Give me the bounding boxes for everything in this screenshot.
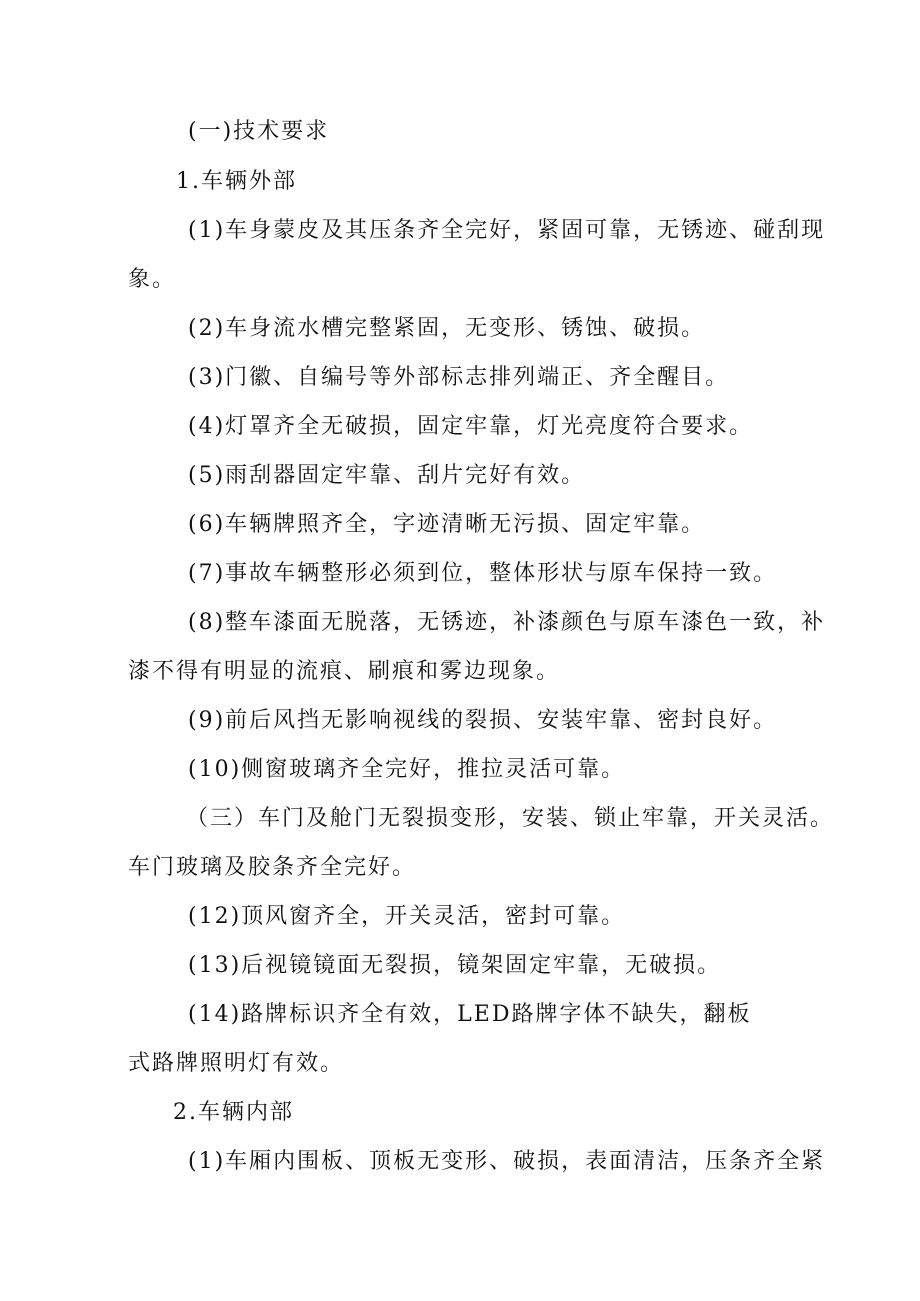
paragraph-line: (3)门徽、自编号等外部标志排列端正、齐全醒目。	[188, 365, 730, 390]
paragraph-line: (12)顶风窗齐全，开关灵活，密封可靠。	[188, 904, 626, 929]
paragraph-line: (1)车身蒙皮及其压条齐全完好，紧固可靠，无锈迹、碰刮现	[188, 218, 826, 243]
paragraph-line: (4)灯罩齐全无破损，固定牢靠，灯光亮度符合要求。	[188, 414, 754, 439]
section-heading: (一)技术要求	[188, 119, 330, 144]
paragraph-line: (6)车辆牌照齐全，字迹清晰无污损、固定牢靠。	[188, 512, 706, 537]
subsection-heading: 2.车辆内部	[173, 1100, 294, 1125]
paragraph-line: (14)路牌标识齐全有效，LED路牌字体不缺失，翻板	[188, 1002, 752, 1027]
paragraph-line: (9)前后风挡无影响视线的裂损、安装牢靠、密封良好。	[188, 708, 778, 733]
paragraph-line: (13)后视镜镜面无裂损，镜架固定牢靠，无破损。	[188, 953, 722, 978]
paragraph-line: （三）车门及舱门无裂损变形，安装、锁止牢靠，开关灵活。	[186, 806, 835, 831]
paragraph-line: (10)侧窗玻璃齐全完好，推拉灵活可靠。	[188, 757, 626, 782]
paragraph-line: (8)整车漆面无脱落，无锈迹，补漆颜色与原车漆色一致，补	[188, 610, 826, 635]
paragraph-line: 象。	[128, 267, 177, 292]
paragraph-line: (7)事故车辆整形必须到位，整体形状与原车保持一致。	[188, 561, 778, 586]
subsection-heading: 1.车辆外部	[176, 169, 297, 194]
paragraph-line: (5)雨刮器固定牢靠、刮片完好有效。	[188, 463, 586, 488]
paragraph-line: (2)车身流水槽完整紧固，无变形、锈蚀、破损。	[188, 316, 706, 341]
paragraph-line: (1)车厢内围板、顶板无变形、破损，表面清洁，压条齐全紧	[188, 1149, 826, 1174]
paragraph-line: 车门玻璃及胶条齐全完好。	[128, 855, 417, 880]
paragraph-line: 漆不得有明显的流痕、刷痕和雾边现象。	[128, 659, 561, 684]
paragraph-line: 式路牌照明灯有效。	[128, 1051, 345, 1076]
